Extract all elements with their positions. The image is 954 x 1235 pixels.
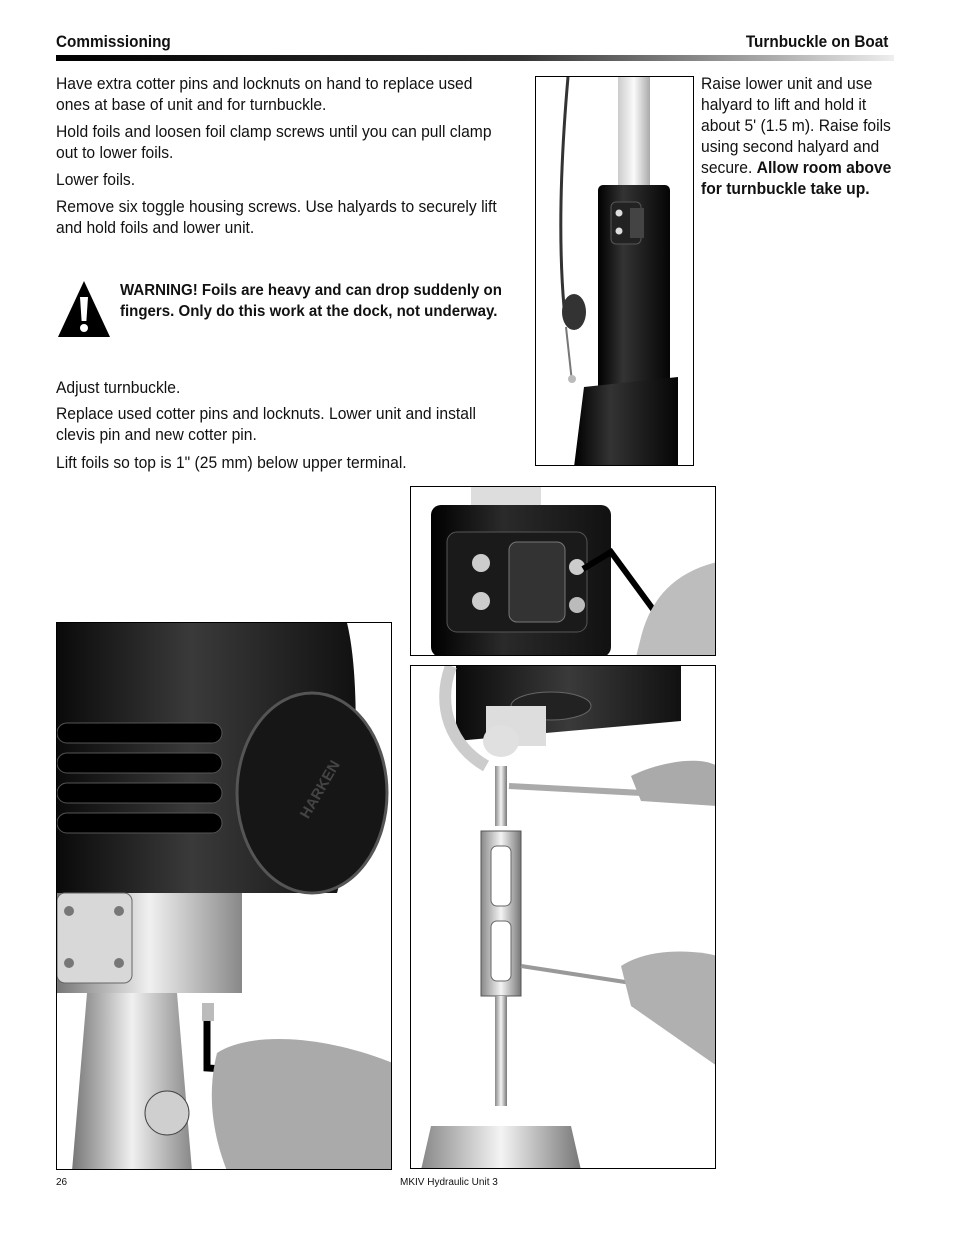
step-text: Hold foils and loosen foil clamp screws until you can pull clamp out to lower foils. xyxy=(56,122,492,162)
side-note xyxy=(701,73,894,199)
photo-toggle-housing-screws xyxy=(56,622,392,1170)
side-note-text: Raise lower unit and use halyard to lift and hold it about 5' (1.5 m). Raise foils using second halyard and secure. xyxy=(701,74,891,177)
photo-lower-unit-raised xyxy=(535,76,694,466)
side-note-bold: Allow room above for turnbuckle take up. xyxy=(701,158,892,198)
page-number: 26 xyxy=(56,1177,68,1188)
step-text: Replace used cotter pins and locknuts. Lower unit and install clevis pin and new cotter pin. xyxy=(56,404,476,444)
header-rule xyxy=(56,55,894,61)
step-text: Lift foils so top is 1" (25 mm) below upper terminal. xyxy=(56,453,407,472)
step-text: Have extra cotter pins and locknuts on hand to replace used ones at base of unit and for turnbuckle. xyxy=(56,74,473,114)
step-text: Lower foils. xyxy=(56,170,136,189)
warning-text: WARNING! Foils are heavy and can drop suddenly on fingers. Only do this work at the dock, not underway. xyxy=(120,282,502,320)
step-text: Adjust turnbuckle. xyxy=(56,378,181,397)
harken-label: HARKEN xyxy=(296,757,344,822)
photo-turnbuckle-adjust xyxy=(410,665,716,1169)
section-title: Commissioning xyxy=(56,32,171,51)
photo-clamp-screws xyxy=(410,486,716,656)
doc-title: MKIV Hydraulic Unit 3 xyxy=(400,1177,498,1188)
step-text: Remove six toggle housing screws. Use halyards to securely lift and hold foils and lower unit. xyxy=(56,197,497,237)
exclamation-triangle-icon xyxy=(56,279,112,339)
page-title: Turnbuckle on Boat xyxy=(745,32,888,51)
